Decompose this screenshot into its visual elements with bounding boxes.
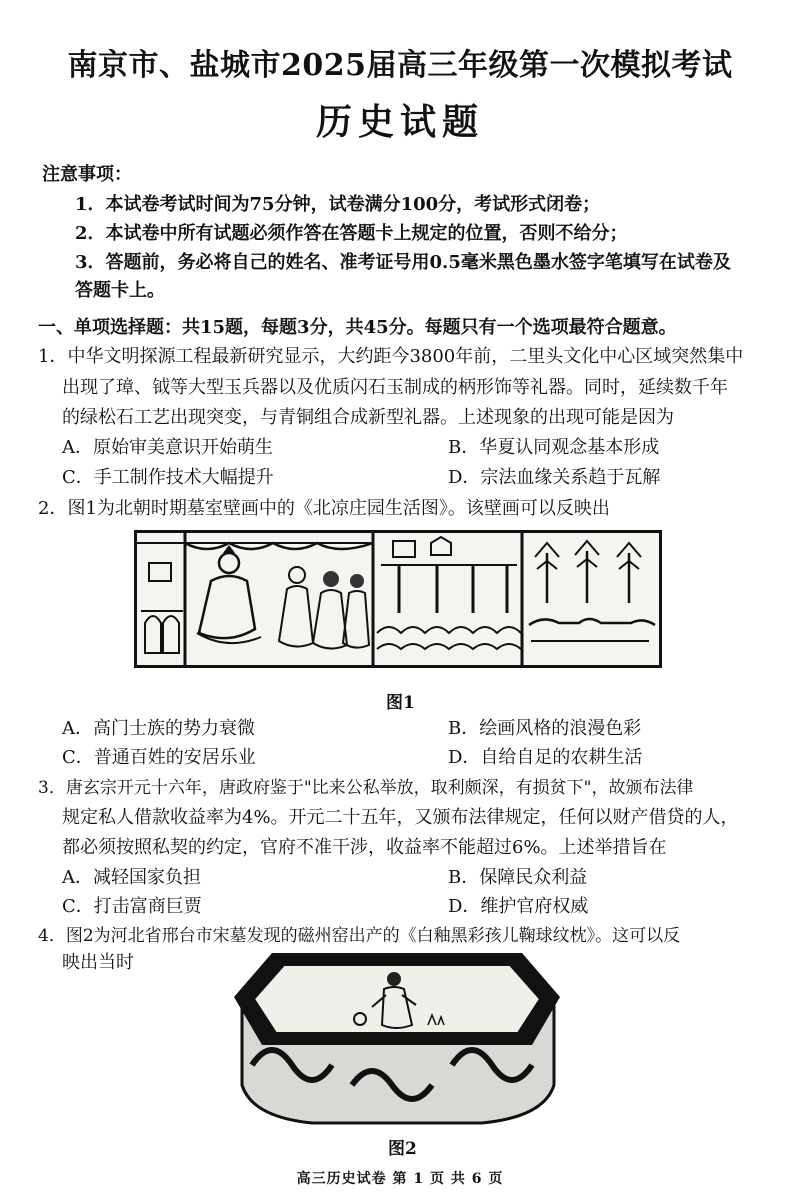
figure-1-caption: 图1 [386, 693, 415, 713]
question-line: 的绿松石工艺出现突变，与青铜组合成新型礼器。上述现象的出现可能是因为 [62, 407, 674, 428]
ceramic-pillow-illustration [232, 945, 562, 1127]
question-line: 出现了璋、钺等大型玉兵器以及优质闪石玉制成的柄形饰等礼器。同时，延续数千年 [62, 377, 728, 398]
option-d: D．自给自足的农耕生活 [448, 747, 643, 768]
question-line: 1．中华文明探源工程最新研究显示，大约距今3800年前，二里头文化中心区域突然集中 [38, 346, 744, 367]
option-b: B．保障民众利益 [448, 867, 588, 888]
question-line: 映出当时 [62, 952, 134, 973]
section-heading: 一、单项选择题：共15题，每题3分，共45分。每题只有一个选项最符合题意。 [38, 317, 677, 338]
notice-item: 2．本试卷中所有试题必须作答在答题卡上规定的位置，否则不给分； [75, 223, 628, 244]
option-d: D．宗法血缘关系趋于瓦解 [448, 467, 661, 488]
page-footer: 高三历史试卷 第 1 页 共 6 页 [296, 1171, 504, 1187]
notice-item: 3．答题前，务必将自己的姓名、准考证号用0.5毫米黑色墨水签字笔填写在试卷及 [75, 252, 731, 273]
option-c: C．普通百姓的安居乐业 [62, 747, 256, 768]
question-line: 都必须按照私契的约定，官府不准干涉，收益率不能超过6%。上述举措旨在 [62, 837, 667, 858]
question-line: 2．图1为北朝时期墓室壁画中的《北凉庄园生活图》。该壁画可以反映出 [38, 498, 610, 519]
option-b: B．绘画风格的浪漫色彩 [448, 718, 642, 739]
figure-2-pillow [232, 945, 562, 1127]
option-a: A．高门士族的势力衰微 [62, 718, 255, 739]
question-line: 规定私人借款收益率为4%。开元二十五年，又颁布法律规定，任何以财产借贷的人， [62, 807, 739, 828]
subject-title: 历史试题 [315, 101, 484, 143]
exam-title: 南京市、盐城市2025届高三年级第一次模拟考试 [67, 48, 733, 83]
question-line: 3．唐玄宗开元十六年，唐政府鉴于"比来公私举放，取利颇深，有损贫下"，故颁布法律 [38, 778, 694, 798]
notice-heading: 注意事项： [42, 164, 132, 185]
option-a: A．原始审美意识开始萌生 [62, 437, 273, 458]
figure-2-caption: 图2 [388, 1139, 417, 1159]
notice-item: 1．本试卷考试时间为75分钟，试卷满分100分，考试形式闭卷； [75, 194, 601, 215]
question-line: 4．图2为河北省邢台市宋墓发现的磁州窑出产的《白釉黑彩孩儿鞠球纹枕》。这可以反 [38, 926, 681, 946]
notice-item: 答题卡上。 [75, 280, 165, 301]
option-c: C．打击富商巨贾 [62, 896, 202, 917]
mural-illustration [137, 533, 659, 665]
figure-1-mural [134, 530, 662, 668]
option-d: D．维护官府权威 [448, 896, 589, 917]
option-a: A．减轻国家负担 [62, 867, 201, 888]
option-c: C．手工制作技术大幅提升 [62, 467, 274, 488]
option-b: B．华夏认同观念基本形成 [448, 437, 660, 458]
